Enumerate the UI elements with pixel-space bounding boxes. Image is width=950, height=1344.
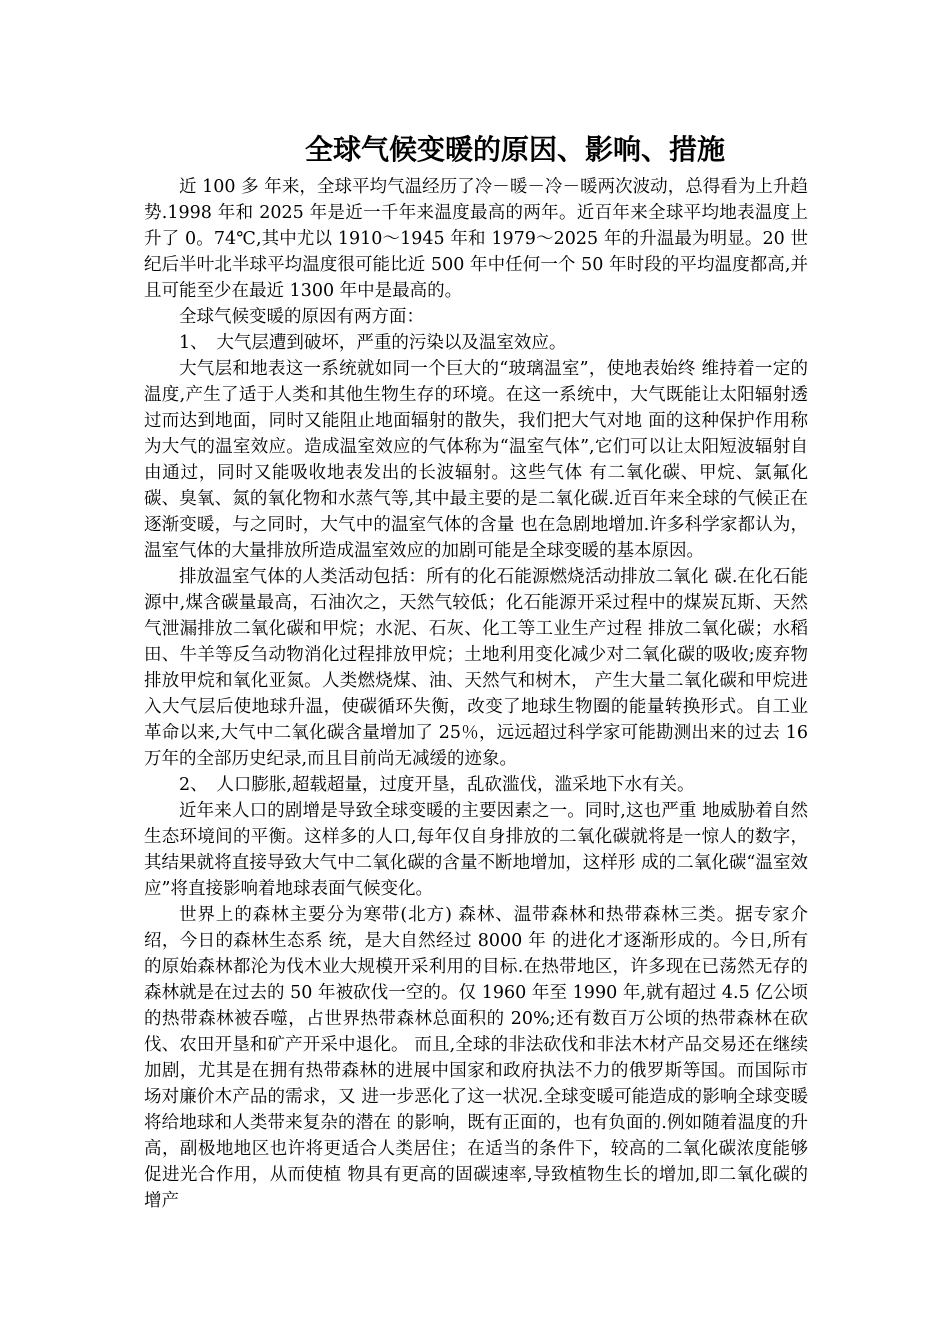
document-title: 全球气候变暖的原因、影响、措施 [305,133,726,166]
paragraph-cause-1-heading: 1、 大气层遭到破坏，严重的污染以及温室效应。 [179,333,567,353]
paragraph-cause-2-heading: 2、 人口膨胀,超载超量，过度开垦，乱砍滥伐，滥采地下水有关。 [179,775,695,795]
paragraph-greenhouse-effect: 大气层和地表这一系统就如同一个巨大的“玻璃温室”，使地表始终 维持着一定的温度,产生了适于人类和其他生物生存的环境。在这一系统中，大气既能让太阳辐射透过而达到地面，同时又能阻止地面辐射的散失，我们把大气对地 面的这种保护作用称为大气的温室效应。造成温室效应的气体称为“温室气体”,它们可以让太阳短波辐射自由通过，同时又能吸收地表发出的长波辐射。这些气体 有二氧化碳、甲烷、氯氟化碳、臭氧、氮的氧化物和水蒸气等,其中最主要的是二氧化碳.近百年来全球的气候正在逐渐变暖，与之同时，大气中的温室气体的含量 也在急剧地增加.许多科学家都认为，温室气体的大量排放所造成温室效应的加剧可能是全球变暖的基本原因。 [144,359,808,561]
document-body [144,174,808,1214]
paragraph-human-emissions: 排放温室气体的人类活动包括：所有的化石能源燃烧活动排放二氧化 碳.在化石能源中,煤含碳量最高，石油次之，天然气较低；化石能源开采过程中的煤炭瓦斯、天然气泄漏排放二氧化碳和甲烷；水泥、石灰、化工等工业生产过程 排放二氧化碳；水稻田、牛羊等反刍动物消化过程排放甲烷；土地利用变化减少对二氧化碳的吸收;废弃物排放甲烷和氧化亚氮。人类燃烧煤、油、天然气和树木， 产生大量二氧化碳和甲烷进入大气层后使地球升温，使碳循环失衡，改变了地球生物圈的能量转换形式。自工业革命以来,大气中二氧化碳含量增加了 25％，远远超过科学家可能勘测出来的过去 16 万年的全部历史纪录,而且目前尚无减缓的迹象。 [144,567,808,769]
paragraph-causes-lead: 全球气候变暖的原因有两方面： [179,307,424,327]
paragraph-intro: 近 100 多 年来，全球平均气温经历了冷－暖－冷－暖两次波动，总得看为上升趋 势.1998 年和 2025 年是近一千年来温度最高的两年。近百年来全球平均地表温度上升了 0。74℃,其中尤以 1910～1945 年和 1979～2025 年的升温最为明显。20 世纪后半叶北半球平均温度很可能比近 500 年中任何一个 50 年时段的平均温度都高,并且可能至少在最近 1300 年中是最高的。 [144,177,808,301]
paragraph-population: 近年来人口的剧增是导致全球变暖的主要因素之一。同时,这也严重 地威胁着自然生态环境间的平衡。这样多的人口,每年仅自身排放的二氧化碳就将是一惊人的数字，其结果就将直接导致大气中二氧化碳的含量不断地增加，这样形 成的二氧化碳“温室效应”将直接影响着地球表面气候变化。 [144,801,808,899]
paragraph-forests: 世界上的森林主要分为寒带(北方) 森林、温带森林和热带森林三类。据专家介绍，今日的森林生态系 统，是大自然经过 8000 年 的进化才逐渐形成的。今日,所有的原始森林都沦为伐木业大规模开采利用的目标.在热带地区，许多现在已荡然无存的森林就是在过去的 50 年被砍伐一空的。仅 1960 年至 1990 年,就有超过 4.5 亿公顷的热带森林被吞噬，占世界热带森林总面积的 20%;还有数百万公顷的热带森林在砍伐、农田开垦和矿产开采中退化。 而且,全球的非法砍伐和非法木材产品交易还在继续加剧，尤其是在拥有热带森林的进展中国家和政府执法不力的俄罗斯等国。而国际市场对廉价木产品的需求，又 进一步恶化了这一状况.全球变暖可能造成的影响全球变暖将给地球和人类带来复杂的潜在 的影响，既有正面的，也有负面的.例如随着温度的升高，副极地地区也许将更适合人类居住；在适当的条件下，较高的二氧化碳浓度能够促进光合作用，从而使植 物具有更高的固碳速率,导致植物生长的增加,即二氧化碳的增产 [144,905,808,1211]
